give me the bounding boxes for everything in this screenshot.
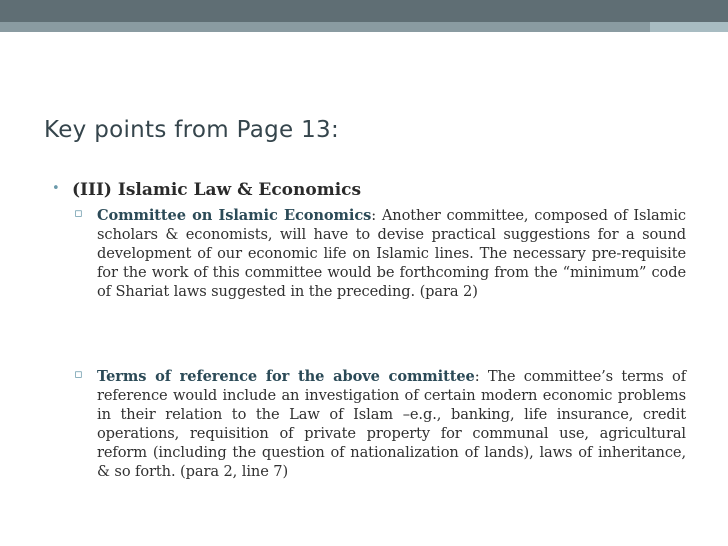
term-label: Committee on Islamic Economics xyxy=(97,207,372,224)
sub-bullet-text xyxy=(97,367,686,481)
accent-bar xyxy=(0,22,728,32)
accent-block xyxy=(650,22,728,32)
bullet-square-icon: ▫ xyxy=(74,367,83,382)
term-separator: : xyxy=(371,207,377,224)
section-heading: (III) Islamic Law & Economics xyxy=(72,180,362,200)
term-label: Terms of reference for the above committee xyxy=(97,368,475,385)
sub-bullet-text xyxy=(97,206,686,301)
top-band xyxy=(0,0,728,22)
term-description: The committee’s terms of reference would include an investigation of certain modern economic problems in their relation to the Law of Islam –e.g., banking, life insurance, credit operations, requisition of private property for communal use, agricultural reform (including the question of nationalization of lands), laws of inheritance, & so forth. (para 2, line 7) xyxy=(97,368,686,480)
slide-title: Key points from Page 13: xyxy=(44,117,340,143)
term-separator: : xyxy=(474,368,480,385)
bullet-square-icon: ▫ xyxy=(74,206,83,221)
bullet-dot-icon: • xyxy=(52,181,60,196)
term-description: Another committee, composed of Islamic scholars & economists, will have to devise practical suggestions for a sound development of our economic life on Islamic lines. The necessary pre-requisite for the work of this committee would be forthcoming from the “minimum” code of Shariat laws suggested in the preceding. (para 2) xyxy=(97,207,686,300)
